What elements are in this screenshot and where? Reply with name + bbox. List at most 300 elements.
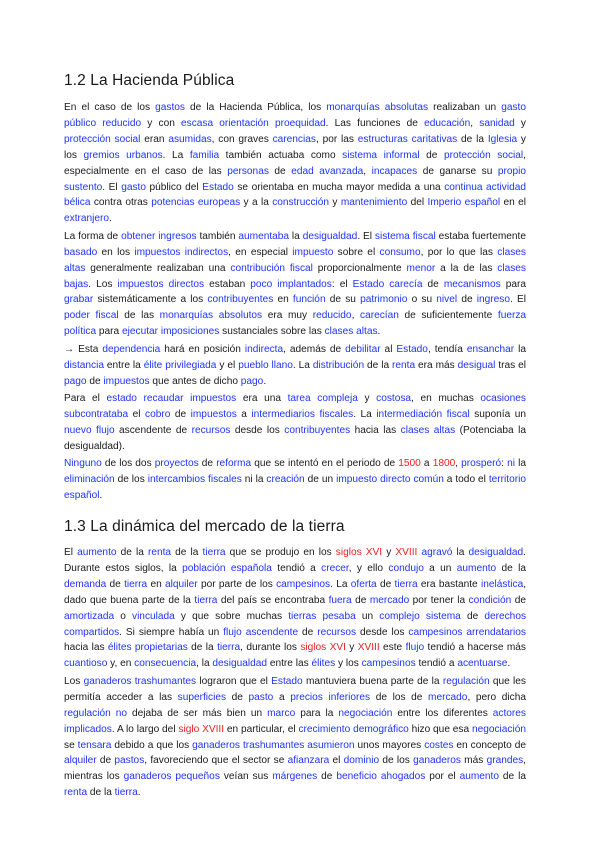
highlighted-term: distribución xyxy=(312,359,365,371)
highlighted-term: acentuarse xyxy=(457,658,508,670)
text-run: de xyxy=(86,375,104,387)
text-run: : el xyxy=(331,278,353,290)
text-run: , favoreciendo que el sector se xyxy=(144,755,288,767)
text-run: contra otras xyxy=(90,197,152,209)
highlighted-term: reducido xyxy=(312,310,352,322)
highlighted-term: renta xyxy=(147,547,172,559)
highlighted-term: ganaderos trashumantes xyxy=(83,675,197,687)
highlighted-term: regulación xyxy=(442,675,490,687)
text-run: de xyxy=(460,610,485,622)
highlighted-term: nuevo flujo xyxy=(64,424,115,436)
text-run: debido a que los xyxy=(111,739,193,751)
highlighted-term: 1800 xyxy=(432,458,456,470)
highlighted-term: monarquías absolutos xyxy=(159,310,263,322)
text-run: sustanciales sobre las xyxy=(219,326,325,338)
text-run: de la xyxy=(364,359,393,371)
text-run: de la Hacienda Pública, los xyxy=(184,102,327,113)
text-run: y que sobre muchas xyxy=(174,610,289,622)
text-run: de la xyxy=(457,133,488,145)
highlighted-term: Ninguno xyxy=(64,458,102,470)
text-run: . El xyxy=(357,230,375,242)
text-run: el xyxy=(329,755,344,767)
highlighted-term: poder fiscal xyxy=(64,310,119,322)
highlighted-term: poco implantados xyxy=(250,278,332,290)
highlighted-term: ganaderos xyxy=(413,755,461,767)
text-run: . Las funciones de xyxy=(325,117,425,129)
text-run: Para el xyxy=(64,393,107,405)
highlighted-term: pueblo llano xyxy=(238,359,293,371)
text-run: tendió a xyxy=(271,562,322,574)
text-run: . xyxy=(507,658,511,670)
highlighted-term: márgenes xyxy=(272,771,318,783)
highlighted-term: campesinos xyxy=(276,578,331,590)
text-run: y xyxy=(514,117,526,129)
highlighted-term: campesinos xyxy=(361,658,416,670)
highlighted-term: renta xyxy=(392,359,416,371)
highlighted-term: mecanismos xyxy=(443,278,501,290)
text-run: que se intentó en el periodo de xyxy=(251,458,399,470)
text-run: eran xyxy=(140,133,169,145)
highlighted-term: dominio xyxy=(343,755,380,767)
text-run: , la xyxy=(196,658,213,670)
text-run: de xyxy=(170,409,191,420)
text-run: de su xyxy=(325,294,361,306)
text-run: a xyxy=(236,409,252,420)
text-run: y el xyxy=(216,359,239,371)
highlighted-term: construcción xyxy=(272,197,330,209)
text-run: , además de xyxy=(283,343,346,355)
text-run: . xyxy=(137,787,141,799)
highlighted-term: carecían xyxy=(360,310,399,322)
highlighted-term: eliminación xyxy=(64,474,115,486)
text-run: de los xyxy=(114,474,148,486)
highlighted-term: fuera xyxy=(328,594,352,606)
text-run: , especialmente en el caso de las xyxy=(64,149,526,177)
text-run: a la de las xyxy=(435,262,498,274)
text-run: que se produjo en los xyxy=(225,547,336,559)
highlighted-term: impuestos indirectos xyxy=(134,246,229,258)
text-run: , xyxy=(363,165,372,177)
text-run: y los xyxy=(335,658,362,670)
text-run: proporcionalmente xyxy=(312,262,407,274)
text-run: en los xyxy=(97,246,135,258)
text-run: mantuviera buena parte de la xyxy=(302,675,443,687)
text-run: suponía un xyxy=(469,409,527,420)
highlighted-term: aumento xyxy=(77,547,117,559)
highlighted-term: aumento xyxy=(459,771,499,783)
text-run: en concepto de xyxy=(453,739,526,751)
paragraph xyxy=(64,456,526,504)
text-run: generalmente realizaban una xyxy=(85,262,231,274)
text-run: de suficientemente xyxy=(398,310,498,322)
highlighted-term: grabar xyxy=(64,294,94,306)
text-run: estaban xyxy=(204,278,251,290)
highlighted-term: tierra xyxy=(202,547,226,559)
highlighted-term: ejecutar imposiciones xyxy=(122,326,220,338)
text-run: . xyxy=(109,213,112,225)
text-run: para xyxy=(500,278,526,290)
highlighted-term: pago xyxy=(64,375,87,387)
highlighted-term: gasto xyxy=(121,181,146,193)
highlighted-term: patrimonio xyxy=(360,294,408,306)
highlighted-term: grandes xyxy=(486,755,524,767)
highlighted-term: ocasiones subcontrataba xyxy=(64,393,526,420)
text-run: público del xyxy=(145,181,203,193)
highlighted-term: incapaces xyxy=(371,165,418,177)
text-run: . xyxy=(377,326,381,338)
text-run: de xyxy=(198,458,217,470)
highlighted-term: flujo xyxy=(405,642,425,654)
text-run: un xyxy=(355,610,380,622)
text-run: de xyxy=(457,294,477,306)
text-run: se xyxy=(64,739,78,751)
highlighted-term: superficies xyxy=(177,691,227,703)
text-run: o xyxy=(114,610,132,622)
highlighted-term: basado xyxy=(64,246,98,258)
text-run: , en especial xyxy=(228,246,293,258)
text-run: En el caso de los xyxy=(64,102,156,113)
text-run: era muy xyxy=(262,310,313,322)
text-run: de los dos xyxy=(101,458,155,470)
text-run: a un xyxy=(423,562,457,574)
text-run: , xyxy=(455,458,462,470)
text-run: por el xyxy=(425,771,460,783)
highlighted-term: sistema informal xyxy=(342,149,420,161)
highlighted-term: intercambios fiscales xyxy=(147,474,242,486)
highlighted-term: contribución fiscal xyxy=(230,262,313,274)
highlighted-term: extranjero xyxy=(64,213,110,225)
highlighted-term: alquiler xyxy=(64,755,97,767)
text-run: , con graves xyxy=(211,133,273,145)
highlighted-term: contribuyentes xyxy=(207,294,274,306)
highlighted-term: Estado xyxy=(271,675,303,687)
text-run: , y ello xyxy=(348,562,389,574)
highlighted-term: consecuencia xyxy=(134,658,197,670)
text-run: este xyxy=(379,642,406,654)
highlighted-term: derechos compartidos xyxy=(64,610,527,638)
highlighted-term: impuestos xyxy=(190,409,237,420)
highlighted-term: indirecta xyxy=(244,343,284,355)
text-run: de la xyxy=(496,562,526,574)
text-run: sistemáticamente a los xyxy=(93,294,208,306)
highlighted-term: negociación xyxy=(471,723,527,735)
text-run: (Potenciaba la desigualdad). xyxy=(64,424,526,452)
text-run: desde los xyxy=(356,626,409,638)
text-run: en xyxy=(147,578,166,590)
text-run: de los xyxy=(379,755,414,767)
text-run: . Durante estos siglos, la xyxy=(64,547,526,574)
highlighted-term: afianzara xyxy=(287,755,330,767)
text-run: del país se encontraba xyxy=(217,594,329,606)
text-run: de xyxy=(317,771,337,783)
text-run: . La xyxy=(330,578,351,590)
highlighted-term: sistema fiscal xyxy=(374,230,436,242)
text-run: tras el xyxy=(495,359,526,371)
highlighted-term: cuantioso xyxy=(64,658,108,670)
highlighted-term: intermediarios fiscales xyxy=(251,409,354,420)
text-run: del xyxy=(407,197,428,209)
text-run: tendió a hacerse más xyxy=(424,642,526,654)
highlighted-term: desigualdad xyxy=(302,230,358,242)
highlighted-term: recursos xyxy=(317,626,357,638)
highlighted-term: obtener ingresos xyxy=(121,230,197,242)
text-run: , tendía xyxy=(427,343,467,355)
text-run: La forma de xyxy=(64,230,122,242)
section-heading-mercado-tierra: 1.3 La dinámica del mercado de la tierra xyxy=(64,518,345,536)
highlighted-term: educación xyxy=(424,117,471,129)
text-run: o su xyxy=(407,294,437,306)
text-run: . La xyxy=(353,409,377,420)
text-run: dejaba de ser más bien un xyxy=(126,707,268,719)
highlighted-term: Estado xyxy=(396,343,428,355)
highlighted-term: tensara xyxy=(77,739,112,751)
highlighted-term: tierra xyxy=(124,578,148,590)
text-run: desde los xyxy=(230,424,285,436)
text-run: la xyxy=(289,230,303,242)
text-run: . A lo largo del xyxy=(111,723,179,735)
text-run: , dado que buena parte de la xyxy=(64,578,527,606)
highlighted-term: ni xyxy=(507,458,515,470)
highlighted-term: monarquías absolutas xyxy=(326,102,429,113)
highlighted-term: clases altas xyxy=(324,326,378,338)
highlighted-term: sanidad xyxy=(479,117,515,129)
text-run: Los xyxy=(64,675,84,687)
text-run: El xyxy=(64,547,78,559)
highlighted-term: menor xyxy=(406,262,436,274)
text-run: hacia las xyxy=(350,424,401,436)
highlighted-term: impuestos directos xyxy=(117,278,205,290)
text-run: el xyxy=(128,409,146,420)
text-run: y xyxy=(382,547,396,559)
text-run: y con xyxy=(141,117,182,129)
text-run: , xyxy=(351,310,360,322)
text-run: de los de xyxy=(370,691,429,703)
highlighted-term: ingreso xyxy=(476,294,510,306)
text-run: y a la xyxy=(240,197,273,209)
highlighted-term: recursos xyxy=(191,424,231,436)
highlighted-term: oferta xyxy=(350,578,377,590)
text-run: por parte de los xyxy=(197,578,277,590)
text-run: y xyxy=(329,197,341,209)
highlighted-term: amortizada xyxy=(64,610,115,622)
highlighted-term: carencias xyxy=(272,133,316,145)
text-run: y xyxy=(357,393,377,405)
text-run: de xyxy=(226,691,249,703)
highlighted-term: tierra xyxy=(194,594,218,606)
text-run: la xyxy=(452,547,469,559)
highlighted-term: clases altas xyxy=(64,246,526,274)
highlighted-term: beneficio ahogados xyxy=(336,771,426,783)
text-run: de xyxy=(298,626,318,638)
highlighted-term: gremios urbanos xyxy=(83,149,163,161)
highlighted-term: ensanchar xyxy=(466,343,515,355)
text-run: que antes de dicho xyxy=(149,375,241,387)
highlighted-term: élites propietarias xyxy=(107,642,188,654)
highlighted-term: XVIII xyxy=(357,642,380,654)
highlighted-term: gastos xyxy=(155,102,185,113)
highlighted-term: intermediación fiscal xyxy=(376,409,470,420)
text-run: entre los diferentes xyxy=(392,707,493,719)
text-run: unos mayores xyxy=(354,739,425,751)
paragraph xyxy=(64,391,526,455)
highlighted-term: pastos xyxy=(114,755,145,767)
text-run: sobre el xyxy=(333,246,380,258)
text-run: la xyxy=(514,343,526,355)
text-run: en el xyxy=(500,197,526,209)
highlighted-term: mantenimiento xyxy=(340,197,408,209)
text-run: en xyxy=(273,294,293,306)
text-run: entre la xyxy=(103,359,144,371)
highlighted-term: costosa xyxy=(376,393,412,405)
highlighted-term: demanda xyxy=(64,578,107,590)
paragraph xyxy=(64,545,526,672)
section-heading-hacienda-publica: 1.2 La Hacienda Pública xyxy=(64,72,235,89)
highlighted-term: Estado carecía xyxy=(352,278,423,290)
text-run: a todo el xyxy=(443,474,489,486)
highlighted-term: tarea compleja xyxy=(287,393,358,405)
highlighted-term: creación xyxy=(266,474,305,486)
text-run: hizo que esa xyxy=(408,723,472,735)
highlighted-term: tierra xyxy=(394,578,418,590)
highlighted-term: siglos XVI xyxy=(335,547,383,559)
highlighted-term: agravó xyxy=(421,547,453,559)
highlighted-term: siglos XVI xyxy=(300,642,346,654)
text-run: . Los xyxy=(88,278,118,290)
text-run: → Esta xyxy=(64,343,103,355)
text-run: de xyxy=(96,755,115,767)
highlighted-term: Iglesia xyxy=(487,133,518,145)
text-run: más xyxy=(460,755,487,767)
highlighted-term: dependencia xyxy=(102,343,161,355)
highlighted-term: condujo xyxy=(388,562,424,574)
highlighted-term: aumento xyxy=(456,562,497,574)
highlighted-term: asumidas xyxy=(168,133,212,145)
highlighted-term: marco xyxy=(267,707,296,719)
highlighted-term: vinculada xyxy=(132,610,175,622)
text-run: de la xyxy=(171,547,203,559)
highlighted-term: estructuras caritativas xyxy=(357,133,458,145)
text-run: entre las xyxy=(267,658,312,670)
text-run: por tener la xyxy=(409,594,469,606)
text-run: y, en xyxy=(107,658,135,670)
text-run: estaba fuertemente xyxy=(435,230,526,242)
highlighted-term: crecer xyxy=(321,562,349,574)
highlighted-term: contribuyentes xyxy=(284,424,351,436)
text-run: de xyxy=(419,149,444,161)
text-run: , en muchas xyxy=(411,393,481,405)
highlighted-term: tierra xyxy=(114,787,138,799)
highlighted-term: potencias europeas xyxy=(151,197,241,209)
highlighted-term: actores implicados xyxy=(64,707,526,735)
highlighted-term: Imperio español xyxy=(427,197,501,209)
text-run: de xyxy=(376,578,395,590)
highlighted-term: siglo XVIII xyxy=(178,723,225,735)
highlighted-term: consumo xyxy=(379,246,421,258)
highlighted-term: gasto público reducido xyxy=(64,102,527,129)
text-run: , pero dicha xyxy=(467,691,526,703)
text-run: de la xyxy=(116,547,148,559)
highlighted-term: debilitar xyxy=(345,343,381,355)
highlighted-term: familia xyxy=(189,149,220,161)
section-body-mercado-tierra xyxy=(64,545,526,801)
highlighted-term: pago xyxy=(240,375,264,387)
text-run: ni la xyxy=(241,474,267,486)
document-page xyxy=(64,64,526,803)
highlighted-term: desigual xyxy=(457,359,496,371)
highlighted-term: precios inferiores xyxy=(290,691,371,703)
text-run: de xyxy=(511,594,527,606)
text-run: al xyxy=(380,343,397,355)
highlighted-term: ganaderos trashumantes asumieron xyxy=(192,739,355,751)
highlighted-term: distancia xyxy=(64,359,104,371)
highlighted-term: nivel xyxy=(436,294,458,306)
text-run: y xyxy=(345,642,358,654)
text-run: de xyxy=(422,278,444,290)
text-run: era más xyxy=(415,359,458,371)
text-run: , por lo que las xyxy=(420,246,498,258)
highlighted-term: propio sustento xyxy=(64,165,527,193)
highlighted-term: flujo ascendente xyxy=(223,626,299,638)
text-run: la xyxy=(514,458,526,470)
text-run: veían sus xyxy=(219,771,273,783)
highlighted-term: alquiler xyxy=(165,578,198,590)
text-run: a xyxy=(420,458,433,470)
text-run: . xyxy=(263,375,267,387)
highlighted-term: protección social xyxy=(443,149,524,161)
highlighted-term: impuestos xyxy=(103,375,150,387)
highlighted-term: clases bajas xyxy=(64,262,526,290)
highlighted-term: 1500 xyxy=(398,458,421,470)
highlighted-term: fuerza política xyxy=(64,310,527,338)
text-run: que les permitía acceder a las xyxy=(64,675,526,703)
highlighted-term: impuesto directo común xyxy=(336,474,444,486)
text-run: . El xyxy=(102,181,122,193)
text-run: . xyxy=(99,490,103,502)
text-run: de la xyxy=(87,787,115,799)
highlighted-term: inelástica xyxy=(480,578,524,590)
text-run: , mientras los xyxy=(64,755,526,783)
text-run: de xyxy=(351,594,370,606)
highlighted-term: desigualdad xyxy=(468,547,524,559)
text-run: , xyxy=(470,117,480,129)
text-run: hacia las xyxy=(64,642,108,654)
paragraph xyxy=(64,342,526,390)
text-run: de xyxy=(106,578,125,590)
highlighted-term: continua actividad bélica xyxy=(64,181,526,209)
text-run: realizaban un xyxy=(428,102,502,113)
highlighted-term: costes xyxy=(424,739,454,751)
highlighted-term: complejo sistema xyxy=(379,610,461,622)
highlighted-term: impuesto xyxy=(292,246,334,258)
text-run: y los xyxy=(64,133,526,161)
highlighted-term: prosperó xyxy=(461,458,502,470)
text-run: hará en posición xyxy=(160,343,245,355)
highlighted-term: mercado xyxy=(428,691,468,703)
highlighted-term: condición xyxy=(468,594,512,606)
highlighted-term: protección social xyxy=(64,133,141,145)
highlighted-term: tierras pesaba xyxy=(288,610,356,622)
text-run: en particular, el xyxy=(224,723,299,735)
text-run: lograron que el xyxy=(196,675,272,687)
text-run: de la xyxy=(187,642,218,654)
highlighted-term: XVIII xyxy=(395,547,418,559)
highlighted-term: clases altas xyxy=(400,424,456,436)
highlighted-term: mercado xyxy=(369,594,410,606)
text-run: . La xyxy=(162,149,190,161)
text-run: para xyxy=(96,326,122,338)
text-run: tendió a xyxy=(415,658,458,670)
text-run: , por las xyxy=(315,133,358,145)
